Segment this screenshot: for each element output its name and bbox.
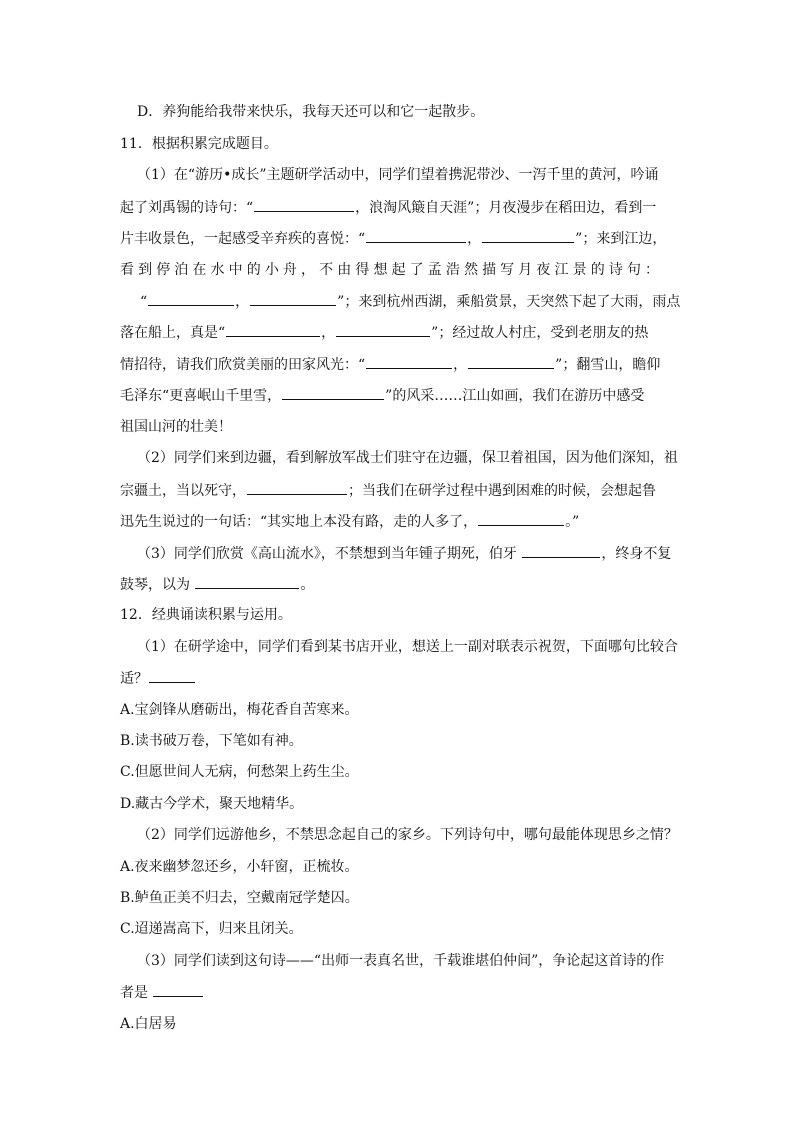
q12-part1-line2: 适？ bbox=[120, 668, 196, 689]
q12-part2-option-b: B.鲈鱼正美不归去，空戴南冠学楚囚。 bbox=[120, 890, 359, 906]
q12-part3-line2: 者是 bbox=[120, 982, 204, 1003]
q12-part1-option-c: C.但愿世间人无病，何愁架上药生尘。 bbox=[120, 764, 359, 780]
q12-part2-option-a: A.夜来幽梦忽还乡，小轩窗，正梳妆。 bbox=[120, 859, 359, 875]
q12-part2-line1: （2）同学们远游他乡，不禁思念起自己的家乡。下列诗句中，哪句最能体现思乡之情？ bbox=[137, 827, 678, 843]
answer-blank[interactable] bbox=[478, 511, 564, 526]
q11-part1-line3: 片丰收景色，一起感受辛弃疾的喜悦：“ ， ”；来到江边， bbox=[120, 228, 666, 249]
answer-blank[interactable] bbox=[149, 668, 195, 683]
answer-blank[interactable] bbox=[522, 543, 600, 558]
q12-part2-option-c: C.迢递嵩高下，归来且闭关。 bbox=[120, 921, 303, 937]
answer-blank[interactable] bbox=[366, 228, 466, 243]
q11-part1-line8: 毛泽东“更喜岷山千里雪， ”的风采……江山如画，我们在游历中感受 bbox=[120, 385, 644, 406]
answer-blank[interactable] bbox=[468, 354, 554, 369]
q12-part3-line1: （3）同学们读到这句诗——“出师一表真名世，千载谁堪伯仲间”，争论起这首诗的作 bbox=[137, 953, 665, 969]
answer-blank[interactable] bbox=[254, 197, 354, 212]
q11-part2-line3: 迅先生说过的一句话：“其实地上本没有路，走的人多了， 。” bbox=[120, 511, 579, 532]
answer-blank[interactable] bbox=[366, 354, 452, 369]
answer-blank[interactable] bbox=[250, 291, 336, 306]
answer-blank[interactable] bbox=[247, 480, 347, 495]
q11-part1-line6: 落在船上，真是“ ， ”；经过故人村庄，受到老朋友的热 bbox=[120, 322, 648, 343]
q11-heading: 11．根据积累完成题目。 bbox=[120, 136, 278, 152]
q12-part1-line1: （1）在研学途中，同学们看到某书店开业，想送上一副对联表示祝贺，下面哪句比较合 bbox=[137, 639, 678, 655]
answer-blank[interactable] bbox=[148, 291, 234, 306]
q11-part3-line1: （3）同学们欣赏《高山流水》，不禁想到当年锺子期死，伯牙 ，终身不复 bbox=[137, 543, 671, 564]
q11-part1-line9: 祖国山河的壮美！ bbox=[120, 419, 232, 435]
answer-blank[interactable] bbox=[226, 322, 320, 337]
q12-heading: 12．经典诵读积累与运用。 bbox=[120, 607, 292, 623]
q11-part1-line7: 情招待，请我们欣赏美丽的田家风光：“ ， ”；翻雪山，瞻仰 bbox=[120, 354, 660, 375]
q11-part1-line4: 看到停泊在水中的小舟，不由得想起了孟浩然描写月夜江景的诗句： bbox=[120, 262, 659, 278]
answer-blank[interactable] bbox=[195, 574, 299, 589]
q11-part1-line2: 起了刘禹锡的诗句：“ ，浪淘风簸自天涯”；月夜漫步在稻田边，看到一 bbox=[120, 197, 656, 218]
answer-blank[interactable] bbox=[282, 385, 384, 400]
q11-part2-line1: （2）同学们来到边疆，看到解放军战士们驻守在边疆，保卫着祖国，因为他们深知，祖 bbox=[137, 450, 678, 466]
q12-part3-option-a: A.白居易 bbox=[120, 1016, 177, 1032]
answer-blank[interactable] bbox=[153, 982, 203, 997]
q11-part3-line2: 鼓琴，以为 。 bbox=[120, 574, 314, 595]
q12-part1-option-b: B.读书破万卷，下笔如有神。 bbox=[120, 733, 303, 749]
q11-part1-line1: （1）在“游历•成长”主题研学活动中，同学们望着携泥带沙、一泻千里的黄河，吟诵 bbox=[137, 167, 659, 183]
answer-blank[interactable] bbox=[336, 322, 430, 337]
q11-part2-line2: 宗疆土，当以死守， ；当我们在研学过程中遇到困难的时候，会想起鲁 bbox=[120, 480, 656, 501]
q12-part1-option-d: D.藏古今学术，聚天地精华。 bbox=[120, 796, 304, 812]
answer-blank[interactable] bbox=[482, 228, 574, 243]
q10-option-d: D．养狗能给我带来快乐，我每天还可以和它一起散步。 bbox=[137, 104, 485, 120]
q12-part1-option-a: A.宝剑锋从磨砺出，梅花香自苦寒来。 bbox=[120, 702, 359, 718]
q11-part1-line5: “ ， ”；来到杭州西湖，乘船赏景，天突然下起了大雨，雨点 bbox=[140, 291, 680, 312]
